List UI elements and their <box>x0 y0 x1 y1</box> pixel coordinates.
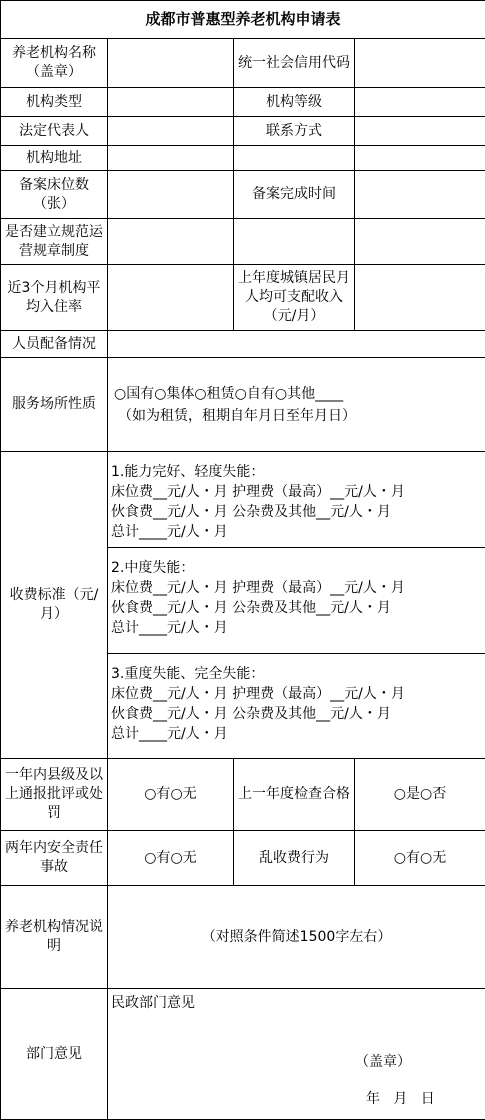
label-income: 上年度城镇居民月人均可支配收入（元/月） <box>234 265 355 331</box>
fee-line[interactable]: 总计____元/人・月 <box>111 620 228 636</box>
field-name[interactable] <box>108 39 234 88</box>
label-staffing: 人员配备情况 <box>1 331 108 358</box>
label-beds: 备案床位数（张） <box>1 171 108 219</box>
label-credit-code: 统一社会信用代码 <box>234 39 355 88</box>
field-beds[interactable] <box>108 171 234 219</box>
fee-heading-3: 3.重度失能、完全失能： <box>111 666 265 682</box>
fee-heading-1: 1.能力完好、轻度失能： <box>111 464 265 480</box>
field-address-2[interactable] <box>234 146 355 171</box>
opinion-date: 年 月 日 <box>366 1091 435 1107</box>
fee-line[interactable]: 床位费__元/人・月 护理费（最高）__元/人・月 <box>111 484 405 500</box>
label-legal-rep: 法定代表人 <box>1 117 108 146</box>
premises-note: （如为租赁，租期自年月日至年月日） <box>118 407 356 424</box>
choice-overcharge[interactable]: ○有○无 <box>355 831 485 886</box>
field-contact[interactable] <box>355 117 485 146</box>
label-premises: 服务场所性质 <box>1 358 108 452</box>
label-dept-opinion: 部门意见 <box>1 989 108 1120</box>
field-credit-code[interactable] <box>355 39 485 88</box>
fee-line[interactable]: 伙食费__元/人・月 公杂费及其他__元/人・月 <box>111 600 391 616</box>
fee-heading-2: 2.中度失能： <box>111 560 195 576</box>
choice-safety[interactable]: ○有○无 <box>108 831 234 886</box>
fee-line[interactable]: 总计____元/人・月 <box>111 726 228 742</box>
fee-block-2[interactable] <box>108 548 485 654</box>
field-income[interactable] <box>355 265 485 331</box>
label-type: 机构类型 <box>1 88 108 117</box>
fee-line[interactable]: 总计____元/人・月 <box>111 524 228 540</box>
label-fees: 收费标准（元/月） <box>1 452 108 759</box>
fee-block-3[interactable] <box>108 654 485 759</box>
form-title: 成都市普惠型养老机构申请表 <box>1 1 485 39</box>
label-overcharge: 乱收费行为 <box>234 831 355 886</box>
field-address-3[interactable] <box>355 146 485 171</box>
field-regulations[interactable] <box>108 219 234 265</box>
label-filing-time: 备案完成时间 <box>234 171 355 219</box>
label-regulations: 是否建立规范运营规章制度 <box>1 219 108 265</box>
label-description: 养老机构情况说明 <box>1 886 108 989</box>
label-inspection: 上一年度检查合格 <box>234 759 355 831</box>
label-address: 机构地址 <box>1 146 108 171</box>
choice-inspection[interactable]: ○是○否 <box>355 759 485 831</box>
fee-line[interactable]: 伙食费__元/人・月 公杂费及其他__元/人・月 <box>111 504 391 520</box>
fee-block-1[interactable] <box>108 452 485 548</box>
fee-line[interactable]: 伙食费__元/人・月 公杂费及其他__元/人・月 <box>111 706 391 722</box>
field-dept-opinion[interactable] <box>108 989 485 1120</box>
field-premises[interactable] <box>108 358 485 452</box>
opinion-heading: 民政部门意见 <box>111 995 195 1011</box>
label-occupancy: 近3个月机构平均入住率 <box>1 265 108 331</box>
label-grade: 机构等级 <box>234 88 355 117</box>
label-penalty: 一年内县级及以上通报批评或处罚 <box>1 759 108 831</box>
field-staffing[interactable] <box>108 331 485 358</box>
field-regulations-2[interactable] <box>234 219 355 265</box>
label-contact: 联系方式 <box>234 117 355 146</box>
premises-options[interactable]: ○国有○集体○租赁○自有○其他____ <box>114 385 344 402</box>
field-filing-time[interactable] <box>355 171 485 219</box>
field-regulations-3[interactable] <box>355 219 485 265</box>
choice-penalty[interactable]: ○有○无 <box>108 759 234 831</box>
field-occupancy[interactable] <box>108 265 234 331</box>
fee-line[interactable]: 床位费__元/人・月 护理费（最高）__元/人・月 <box>111 580 405 596</box>
field-address[interactable] <box>108 146 234 171</box>
field-type[interactable] <box>108 88 234 117</box>
label-name: 养老机构名称（盖章） <box>1 39 108 88</box>
field-legal-rep[interactable] <box>108 117 234 146</box>
field-grade[interactable] <box>355 88 485 117</box>
fee-line[interactable]: 床位费__元/人・月 护理费（最高）__元/人・月 <box>111 686 405 702</box>
label-safety: 两年内安全责任事故 <box>1 831 108 886</box>
opinion-stamp: （盖章） <box>355 1054 411 1070</box>
field-description[interactable]: （对照条件简述1500字左右） <box>108 886 485 989</box>
